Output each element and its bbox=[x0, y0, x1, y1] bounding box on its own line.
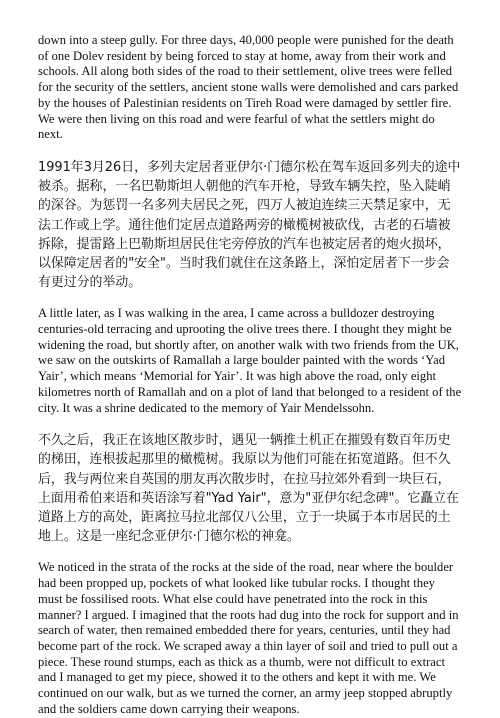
paragraph-chinese-2: 不久之后，我正在该地区散步时，遇见一辆推土机正在摧毁有数百年历史的梯田，连根拔起那里的橄榄树。我原以为他们可能在拓宽道路。但不久后，我与两位来自英国的朋友再次散步时，在拉马拉郊外看到一块巨石，上面用希伯来语和英语涂写着"Yad Yair"，意为"亚伊尔纪念碑"。它矗立在道路上方的高处，距离拉马拉北部仅八公里，立于一块属于本市居民的土地上。这是一座纪念亚伊尔·门德尔松的神龛。 bbox=[38, 433, 459, 545]
paragraph-english-3: We noticed in the strata of the rocks at the side of the road, near where the boulder had been propped up, pockets of what looked like tubular rocks. I thought they must be fossilised roots. What else could have penetrated into the rock in this manner? I argued. I imagined that the roots had dug into the rock for support and in search of water, then remained embedded there for years, centuries, until they had become part of the rock. We scraped away a thin layer of soil and tried to pull out a piece. These round stumps, each as thick as a thumb, were not difficult to extract and I managed to get my piece, showed it to the others and kept it with me. We continued on our walk, but as we turned the corner, an army jeep stopped abruptly and the soldiers came down carrying their weapons. bbox=[38, 560, 459, 716]
paragraph-english-2: A little later, as I was walking in the area, I came across a bulldozer destroying centuries-old terracing and uprooting the olive trees there. I thought they might be widening the road, but shortly after, on another walk with two friends from the UK, we saw on the outskirts of Ramallah a large boulder painted with the words ‘Yad Yair’, which means ‘Memorial for Yair’. It was high above the road, only eight kilometres north of Ramallah and on a plot of land that belonged to a resident of the city. It was a shrine dedicated to the memory of Yair Mendelssohn. bbox=[38, 306, 462, 415]
paragraph-chinese-1: 1991年3月26日，多列夫定居者亚伊尔·门德尔松在驾车返回多列夫的途中被杀。据称，一名巴勒斯坦人朝他的汽车开枪，导致车辆失控，坠入陡峭的深谷。为惩罚一名多列夫居民之死，四万人被迫连续三天禁足家中，无法工作或上学。通往他们定居点道路两旁的橄榄树被砍伐，古老的石墙被拆除，提雷路上巴勒斯坦居民住宅旁停放的汽车也被定居者的炮火损坏，以保障定居者的"安全"。当时我们就住在这条路上，深怕定居者下一步会有更过分的举动。 bbox=[38, 159, 461, 291]
paragraph-english-1: down into a steep gully. For three days, 40,000 people were punished for the death of one Dolev resident by being forced to stay at home, away from their work and schools. All along both sides of the road to their settlement, olive trees were felled for the security of the settlers, ancient stone walls were demolished and cars parked by the houses of Palestinian residents on Tireh Road were damaged by settler fire. We were then living on this road and were fearful of what the settlers might do next. bbox=[38, 33, 459, 142]
